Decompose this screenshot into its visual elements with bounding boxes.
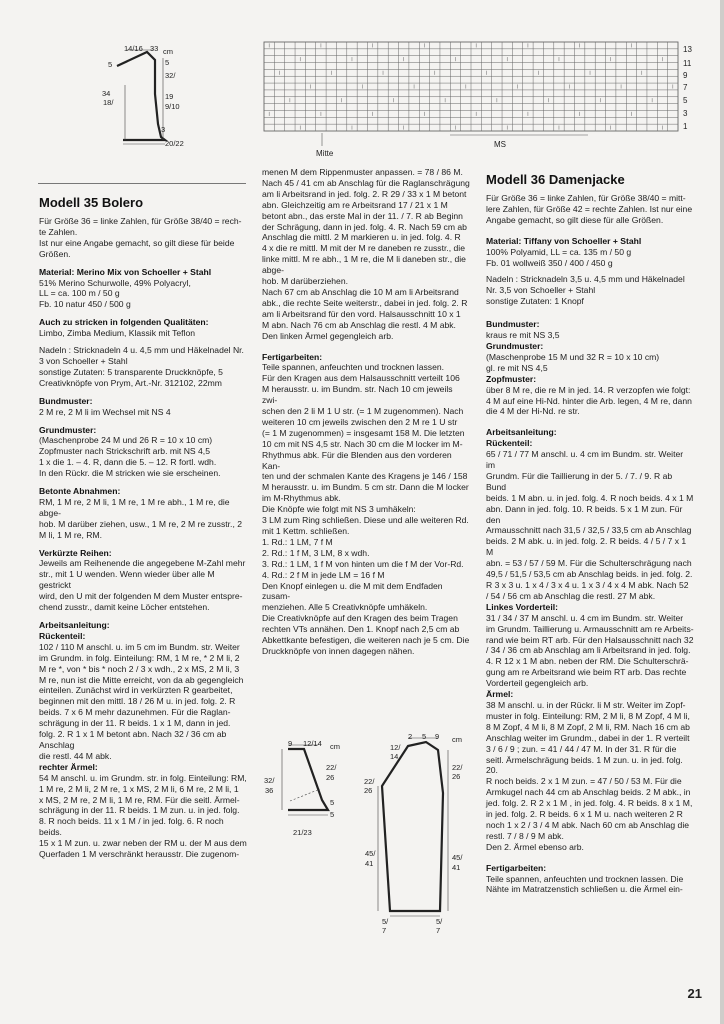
text-line: einteilen. Zunächst wird in verkürzten R gearbeitet, xyxy=(39,685,233,696)
text-line: M abn. Nach 76 cm ab Anschlag die restl. 4 M abk. xyxy=(262,319,456,330)
text-line: Nadeln : Stricknadeln 4 u. 4,5 mm und Häkelnadel Nr. xyxy=(39,345,244,356)
text-line: beginnen mit den mittl. 18 / 26 M u. in jed. folg. 2. R xyxy=(39,696,236,707)
text-line: Abkettkante befestigen, die weiteren nach je 5 cm. Die xyxy=(262,635,470,646)
text-line: M herausstr. u. im Bundm. str. Nach 10 cm jeweils zwi- xyxy=(262,384,453,406)
page-number: 21 xyxy=(687,986,702,1001)
text-line: 4. Rd.: 2 f M in jede LM = 16 f M xyxy=(262,569,385,580)
chart-row-label: 3 xyxy=(683,109,688,118)
text-line: schrägung in der 11. R beids. 1 x 1 M, dann in jed. xyxy=(39,718,231,729)
text-line: seitl. Ärmelschrägung beids. 1 M zun. u. in jed. folg. 20. xyxy=(486,754,683,776)
dim-label: 34 xyxy=(102,89,111,98)
text-line: Für den Kragen aus dem Halsausschnitt verteilt 106 xyxy=(262,373,460,384)
dim-label: 7 xyxy=(436,926,441,935)
dim-label: 2 xyxy=(408,732,413,741)
text-line: menziehen. Alle 5 Creativknöpfe umhäkeln. xyxy=(262,602,428,613)
column-bolero-continued xyxy=(262,167,470,657)
bund-heading: Bundmuster: xyxy=(39,395,93,406)
text-line: die 4 M der Hi-Nd. re str. xyxy=(486,406,580,417)
dim-label: 20/22 xyxy=(165,139,184,148)
dim-label: 5 xyxy=(108,60,113,69)
text-line: 3 von Schoeller + Stahl xyxy=(39,355,128,366)
dim-label: 19 xyxy=(165,92,174,101)
text-line: linke mittl. M re abh., 1 M re, die M li daneben str., die abge- xyxy=(262,254,466,276)
text-line: R 3 x 3 u. 1 x 4 / 3 x 4 u. 1 x 3 / 4 x 4 M abk. Nach 52 xyxy=(486,580,689,590)
chart-row-label: 1 xyxy=(683,122,688,131)
text-line: 3 LM zum Ring schließen. Diese und alle weiteren Rd. xyxy=(262,515,469,526)
text-line: 4. R 12 x 1 M abn. neben der RM. Die Schulterschrä- xyxy=(486,656,689,667)
dim-label: 36 xyxy=(265,786,274,795)
model-36-title: Modell 36 Damenjacke xyxy=(486,172,625,187)
text-line: Fb. 01 wollweiß 350 / 400 / 450 g xyxy=(486,257,613,268)
text-line: x MS, 2 M re, 2 M li, 1 M re, RM. Für die seitl. Ärmel- xyxy=(39,794,240,805)
text-line: abn. Gleichzeitig am re Arbeitsrand 17 / 21 x 1 M xyxy=(262,199,448,210)
text-line: 31 / 34 / 37 M anschl. u. 4 cm im Bundm. str. Weiter xyxy=(486,612,684,623)
text-line: rechten VTs annähen. Den 1. Knopf nach 2,5 cm ab xyxy=(262,624,460,635)
text-line: schen den 2 li M 1 U str. (= 1 M zugenommen). Nach xyxy=(262,406,464,417)
text-line: Teile spannen, anfeuchten und trocknen lassen. Die xyxy=(486,873,684,884)
text-line: sonstige Zutaten: 1 Knopf xyxy=(486,296,584,307)
text-line: Ist nur eine Angabe gemacht, so gilt diese für beide xyxy=(39,237,235,248)
text-line: Grundm. Für die Taillierung in der 5. / 7. / 9. R ab Bund xyxy=(486,470,673,492)
dim-label: cm xyxy=(452,735,462,744)
dim-label: 32/ xyxy=(165,71,176,80)
text-line: mit 1 Kettm. schließen. xyxy=(262,526,350,536)
aermel-heading: rechter Ärmel: xyxy=(39,761,98,772)
text-line: Vorderteil gegengleich arb. xyxy=(486,678,589,689)
text-line: betont abn., das erste Mal in der 11. / 7. R ab Beginn xyxy=(262,210,463,221)
text-line: 1. Rd.: 1 LM, 7 f M xyxy=(262,536,333,547)
text-line: Für Größe 36 = linke Zahlen, für Größe 38/40 = rech- xyxy=(39,216,242,226)
chart-ms-label: MS xyxy=(494,140,506,149)
column-damenjacke xyxy=(486,172,694,895)
text-line: Nähte im Matratzenstich schließen u. die Ärmel ein- xyxy=(486,884,683,895)
text-line: Druckknöpfe von innen dagegen nähen. xyxy=(262,645,415,656)
text-line: 38 M anschl. u. in der Rückr. li M str. Weiter im Zopf- xyxy=(486,699,686,710)
dim-label: 45/ xyxy=(452,853,463,862)
text-line: sonstige Zutaten: 5 transparente Druckknöpfe, 5 xyxy=(39,366,223,377)
text-line: 2. Rd.: 1 f M, 3 LM, 8 x wdh. xyxy=(262,547,370,558)
text-line: M re *, von * bis * noch 2 / 3 x wdh., 2 x MS, 2 M li, 3 xyxy=(39,663,240,674)
rueckenteil-heading: Rückenteil: xyxy=(486,438,533,449)
text-line: 8. R noch beids. 11 x 1 M / in jed. folg. 6. R noch beids. xyxy=(39,816,224,838)
text-line: hob. M darüberziehen. xyxy=(262,276,348,287)
text-line: der Schrägung, dann in jed. folg. 4. R. Nach 59 cm ab xyxy=(262,221,467,232)
text-line: Creativknöpfe von Prym, Art.-Nr. 312102, 22mm xyxy=(39,377,222,388)
text-line: In den Rückr. die M stricken wie sie erscheinen. xyxy=(39,468,221,479)
text-line: im Grundm. in folg. Einteilung: RM, 1 M re, * 2 M li, 2 xyxy=(39,652,240,663)
text-line: M herausstr. u. im Bundm. 5 cm str. Dann die M locker xyxy=(262,482,469,493)
arbeitsanleitung-heading: Arbeitsanleitung: xyxy=(486,427,557,438)
dim-label: 14/16 xyxy=(124,44,143,53)
dim-label: 45/ xyxy=(365,849,376,858)
text-line: hob. M darüber ziehen, usw., 1 M re, 2 M re zusstr., 2 xyxy=(39,518,242,529)
text-line: 1 x die 1. – 4. R, dann die 5. – 12. R fortl. wdh. xyxy=(39,457,217,468)
dim-label: 22/ xyxy=(452,763,463,772)
text-line: LL = ca. 100 m / 50 g xyxy=(39,288,120,299)
text-line: kraus re mit NS 3,5 xyxy=(486,330,560,341)
text-line: Armkugel nach 44 cm ab Anschlag beids. 2 M abk., in xyxy=(486,787,691,798)
text-line: Querfaden 1 M verschränkt herausstr. Die zugenom- xyxy=(39,849,240,860)
text-line: Fb. 10 natur 450 / 500 g xyxy=(39,299,131,310)
text-line: 15 x 1 M zun. u. zwar neben der RM u. der M aus dem xyxy=(39,838,247,849)
dim-label: 32/ xyxy=(264,776,275,785)
text-line: M re, nun ist die Mitte erreicht, von da ab gegengleich xyxy=(39,674,244,685)
bolero-schematic xyxy=(95,40,195,160)
dim-label: 9/10 xyxy=(165,102,180,111)
dim-label: 12/ xyxy=(390,743,401,752)
text-line: folg. 2. R 1 x 1 M betont abn. Nach 32 / 36 cm ab Anschlag xyxy=(39,729,227,750)
text-line: rand wie beim RT arb. Für den Halsausschnitt nach 32 xyxy=(486,634,694,645)
text-line: 102 / 110 M anschl. u. im 5 cm im Bundm. str. Weiter xyxy=(39,641,240,652)
fertigarbeiten-heading: Fertigarbeiten: xyxy=(262,351,323,362)
text-line: weiteren 10 cm jeweils zwischen den 2 M re 1 U str xyxy=(262,416,458,427)
text-line: restl. 7 / 8 / 9 M abk. xyxy=(486,830,564,841)
model-35-title: Modell 35 Bolero xyxy=(39,195,144,210)
dim-label: 5 xyxy=(330,798,335,807)
bund-heading: Bundmuster: xyxy=(486,319,540,330)
fertigarbeiten-heading: Fertigarbeiten: xyxy=(486,862,547,873)
grund-heading: Grundmuster: xyxy=(486,340,544,351)
text-line: im Grundm. Taillierung u. Armausschnitt am re Arbeits- xyxy=(486,623,694,634)
jacket-back-schematic xyxy=(260,735,350,845)
dim-label: 41 xyxy=(452,863,461,872)
text-line: 8 M Zopf, 4 M li, 8 M Zopf, 2 M li, RM. Nach 16 cm ab xyxy=(486,721,690,732)
text-line: Teile spannen, anfeuchten und trocknen lassen. xyxy=(262,362,445,373)
dim-label: 12/14 xyxy=(303,739,322,748)
text-line: Den Knopf einlegen u. die M mit dem Endfaden zusam- xyxy=(262,580,443,602)
text-line: 100% Polyamid, LL = ca. 135 m / 50 g xyxy=(486,246,632,257)
dim-label: 9 xyxy=(435,732,440,741)
text-line: Jeweils am Reihenende die angegebene M-Zahl mehr xyxy=(39,558,246,569)
dim-label: 26 xyxy=(364,786,373,795)
dim-label: 21/23 xyxy=(293,828,312,837)
dim-label: cm xyxy=(330,742,340,751)
zopf-heading: Zopfmuster: xyxy=(486,373,537,384)
vorderteil-heading: Linkes Vorderteil: xyxy=(486,601,558,612)
text-line: schrägung in der 11. R beids. 1 M zun. u. in jed. folg. xyxy=(39,805,240,816)
arbeitsanleitung-heading: Arbeitsanleitung: xyxy=(39,620,110,630)
text-line: beids. 1 M abn. u. in jed. folg. 4. R noch beids. 4 x 1 M xyxy=(486,492,694,503)
rueckenteil-heading: Rückenteil: xyxy=(39,630,86,641)
text-line: wird, den U mit der folgenden M dem Muster entspre- xyxy=(39,591,243,602)
dim-label: 7 xyxy=(382,926,387,935)
text-line: Armausschnitt nach 31,5 / 32,5 / 33,5 cm ab Anschlag xyxy=(486,525,692,536)
text-line: Nadeln : Stricknadeln 3,5 u. 4,5 mm und Häkelnadel xyxy=(486,274,685,285)
text-line: Die Knöpfe wie folgt mit NS 3 umhäkeln: xyxy=(262,504,416,515)
verk-heading: Verkürzte Reihen: xyxy=(39,547,112,558)
text-line: (Maschenprobe 24 M und 26 R = 10 x 10 cm) xyxy=(39,435,213,446)
text-line: 10 cm mit NS 4,5 str. Nach 30 cm die M locker im M- xyxy=(262,438,463,449)
dim-label: 26 xyxy=(326,773,335,782)
text-line: M li, 1 M re, RM. xyxy=(39,529,103,540)
text-line: in jed. folg. 2. R beids. 6 x 1 M u. nach weiteren 2 R xyxy=(486,809,683,820)
text-line: 1 M re, 2 M li, 2 M re, 1 x MS, 2 M li, 6 M re, 2 M li, 1 xyxy=(39,783,239,794)
column-bolero xyxy=(39,195,247,860)
bolero-outline xyxy=(117,52,165,140)
text-line: Rhythmus abk. Für die Blenden aus den vorderen Kan- xyxy=(262,449,452,471)
text-line: (Maschenprobe 15 M und 32 R = 10 x 10 cm) xyxy=(486,351,660,362)
text-line: 2 M re, 2 M li im Wechsel mit NS 4 xyxy=(39,406,171,417)
chart-mitte-label: Mitte xyxy=(316,149,334,158)
text-line: Den 2. Ärmel ebenso arb. xyxy=(486,841,584,852)
dim-label: 3 xyxy=(161,125,166,134)
dim-label: 14 xyxy=(390,752,399,761)
text-line: menen M dem Rippenmuster anpassen. = 78 / 86 M. xyxy=(262,167,463,177)
text-line: / 54 / 56 cm ab Anschlag die restl. 27 M abk. xyxy=(486,590,656,601)
text-line: 51% Merino Schurwolle, 49% Polyacryl, xyxy=(39,277,191,288)
dim-label: cm xyxy=(163,47,173,56)
text-line: Für Größe 36 = linke Zahlen, für Größe 38/40 = mitt- xyxy=(486,193,686,203)
text-line: 4 M auf eine Hi-Nd. hinter die Arb. legen, 4 M re, dann xyxy=(486,395,692,406)
text-line: beids. 2 M abk. u. in jed. folg. 2. R beids. 4 / 5 / 7 x 1 M xyxy=(486,536,687,558)
dim-label: 5 xyxy=(330,810,335,819)
text-line: jed. folg. 2. R 2 x 1 M , in jed. folg. 4. R beids. 8 x 1 M, xyxy=(486,798,693,809)
intro-text xyxy=(39,216,247,260)
text-line: gung am re Arbeitsrand wie beim RT arb. Das rechte xyxy=(486,667,687,678)
text-line: Den linken Ärmel gegengleich arb. xyxy=(262,330,394,341)
dim-label: 22/ xyxy=(326,763,337,772)
dim-label: 5 xyxy=(165,58,170,67)
text-line: am li Arbeitsrand in jed. folg. 2. R 29 / 33 x 1 M betont xyxy=(262,188,467,199)
text-line: am li Arbeitsrand für den vord. Halsausschnitt 10 x 1 xyxy=(262,308,461,319)
text-line: Nach 45 / 41 cm ab Anschlag für die Raglanschrägung xyxy=(262,177,470,188)
text-line: im M-Rhythmus abk. xyxy=(262,493,341,504)
dim-label: 41 xyxy=(365,859,374,868)
text-line: Limbo, Zimba Medium, Klassik mit Teflon xyxy=(39,328,196,339)
material-heading: Material: Tiffany von Schoeller + Stahl xyxy=(486,235,642,246)
dim-label: 18/ xyxy=(103,98,114,107)
chart-row-label: 13 xyxy=(683,45,692,54)
text-line: ten und der schmalen Kante des Kragens je 146 / 158 xyxy=(262,471,468,482)
text-line: lere Zahlen, für Größe 42 = rechte Zahlen. Ist nur eine xyxy=(486,203,693,214)
aermel-heading: Ärmel: xyxy=(486,689,514,700)
betont-heading: Betonte Abnahmen: xyxy=(39,486,121,497)
dim-label: 5/ xyxy=(382,917,389,926)
text-line: über 8 M re, die re M in jed. 14. R verzopfen wie folgt: xyxy=(486,384,691,395)
chart-row-label: 7 xyxy=(683,83,688,92)
text-line: te Zahlen. xyxy=(39,226,78,237)
jacket-back-outline xyxy=(288,749,328,810)
text-line: gl. re mit NS 4,5 xyxy=(486,362,548,373)
text-line: 3 / 6 / 9 ; zun. = 41 / 44 / 47 M. In der 31. R für die xyxy=(486,743,677,754)
chart-row-label: 9 xyxy=(683,71,688,80)
text-line: 49,5 / 51,5 / 53,5 cm ab Anschlag beids. in jed. folg. 2. xyxy=(486,569,693,580)
grund-heading: Grundmuster: xyxy=(39,424,97,435)
text-line: chend zusstr., damit keine Löcher entstehen. xyxy=(39,602,210,613)
dim-label: 22/ xyxy=(364,777,375,786)
text-line: muster in folg. Einteilung: RM, 2 M li, 8 M Zopf, 4 M li, xyxy=(486,710,690,721)
text-line: Anschlag die mittl. 2 M markieren u. in jed. folg. 4. R xyxy=(262,232,461,243)
dim-label: 9 xyxy=(288,739,293,748)
quality-heading: Auch zu stricken in folgenden Qualitäten: xyxy=(39,317,209,328)
sleeve-schematic xyxy=(360,728,470,938)
text-line: Anschlag weiter im Grundm., dabei in der 1. R verteilt xyxy=(486,732,690,743)
text-line: 65 / 71 / 77 M anschl. u. 4 cm im Bundm. str. Weiter im xyxy=(486,449,684,471)
text-line: Angabe gemacht, so gilt diese für alle Größen. xyxy=(486,214,664,225)
text-line: abn. Dann in jed. folg. 10. R beids. 5 x 1 M zun. Für den xyxy=(486,503,683,525)
text-line: / 34 / 36 cm ab Anschlag am li Arbeitsrand in jed. folg. xyxy=(486,645,691,656)
material-heading: Material: Merino Mix von Schoeller + Stahl xyxy=(39,266,212,277)
text-line: Die Creativknöpfe auf den Kragen des beim Tragen xyxy=(262,613,458,624)
text-line: abk., die rechte Seite weiterstr., dabei in jed. folg. 2. R xyxy=(262,297,468,308)
dim-label: 5/ xyxy=(436,917,443,926)
text-line: 3. Rd.: 1 LM, 1 f M von hinten um die f M der Vor-Rd. xyxy=(262,558,464,569)
text-line: die restl. 44 M abk. xyxy=(39,750,112,761)
dim-label: 33 xyxy=(150,44,159,53)
text-line: Nr. 3,5 von Schoeller + Stahl xyxy=(486,285,596,296)
chart-row-label: 11 xyxy=(683,59,692,68)
text-line: beids. 7 x 6 M mehr dazunehmen. Für die Raglan- xyxy=(39,707,231,718)
text-line: abn. = 53 / 57 / 59 M. Für die Schulterschrägung nach xyxy=(486,558,692,569)
text-line: noch 1 x 2 / 3 / 4 M abk. Nach 60 cm ab Anschlag die xyxy=(486,819,690,830)
text-line: Zopfmuster nach Strickschrift arb. mit NS 4,5 xyxy=(39,446,210,457)
text-line: RM, 1 M re, 2 M li, 1 M re, 1 M re abh., 1 M re, die abge- xyxy=(39,496,230,518)
knitting-chart xyxy=(258,38,698,158)
dim-label: 5 xyxy=(422,732,427,741)
text-line: Nach 67 cm ab Anschlag die 10 M am li Arbeitsrand xyxy=(262,286,459,297)
text-line: 54 M anschl. u. im Grundm. str. in folg. Einteilung: RM, xyxy=(39,772,247,783)
page-gutter-shadow xyxy=(720,0,724,1024)
text-line: 4 x die re mittl. M mit der M re daneben re zusstr., die xyxy=(262,243,465,254)
sleeve-outline xyxy=(382,742,443,911)
text-line: R noch beids. 2 x 1 M zun. = 47 / 50 / 53 M. Für die xyxy=(486,776,682,787)
text-line: Größen. xyxy=(39,248,71,259)
chart-row-label: 5 xyxy=(683,96,688,105)
text-line: str., mit 1 U wenden. Wenn wieder über alle M gestrickt xyxy=(39,569,215,591)
dim-label: 26 xyxy=(452,772,461,781)
top-divider xyxy=(38,183,246,184)
text-line: (= 1 M zugenommen) = insgesamt 158 M. Die letzten xyxy=(262,427,465,438)
